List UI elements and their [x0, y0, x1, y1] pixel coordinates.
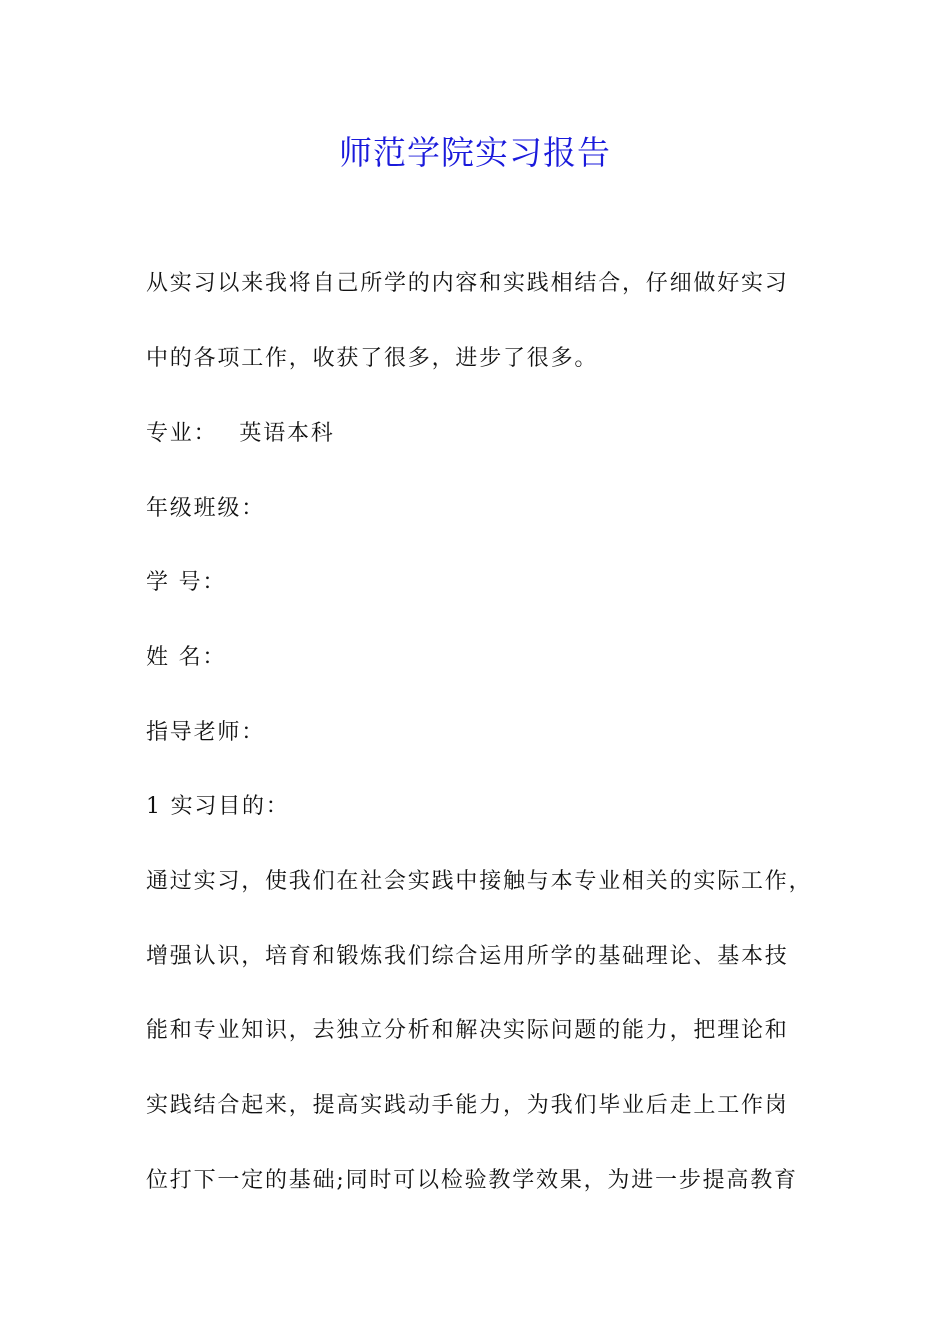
student-id-label: 学 号： [146, 570, 227, 595]
section-line-5: 位打下一定的基础;同时可以检验教学效果，为进一步提高教育 [146, 1168, 798, 1193]
major-value: 英语本科 [239, 421, 335, 446]
grade-class-label: 年级班级： [146, 496, 266, 521]
section-line-2: 增强认识，培育和锻炼我们综合运用所学的基础理论、基本技 [146, 944, 789, 969]
major-label: 专业： [146, 421, 218, 446]
section-line-4: 实践结合起来，提高实践动手能力，为我们毕业后走上工作岗 [146, 1093, 789, 1118]
major-field [146, 418, 836, 450]
advisor-label: 指导老师： [146, 720, 266, 745]
section-line-1: 通过实习，使我们在社会实践中接触与本专业相关的实际工作， [146, 869, 813, 894]
intro-line-2: 中的各项工作，收获了很多，进步了很多。 [146, 346, 599, 371]
section-line-3: 能和专业知识，去独立分析和解决实际问题的能力，把理论和 [146, 1018, 789, 1043]
intro-line-1: 从实习以来我将自己所学的内容和实践相结合，仔细做好实习 [146, 271, 789, 296]
section-heading: 1 实习目的： [146, 794, 290, 819]
document-title: 师范学院实习报告 [339, 133, 611, 172]
name-label: 姓 名： [146, 645, 227, 670]
